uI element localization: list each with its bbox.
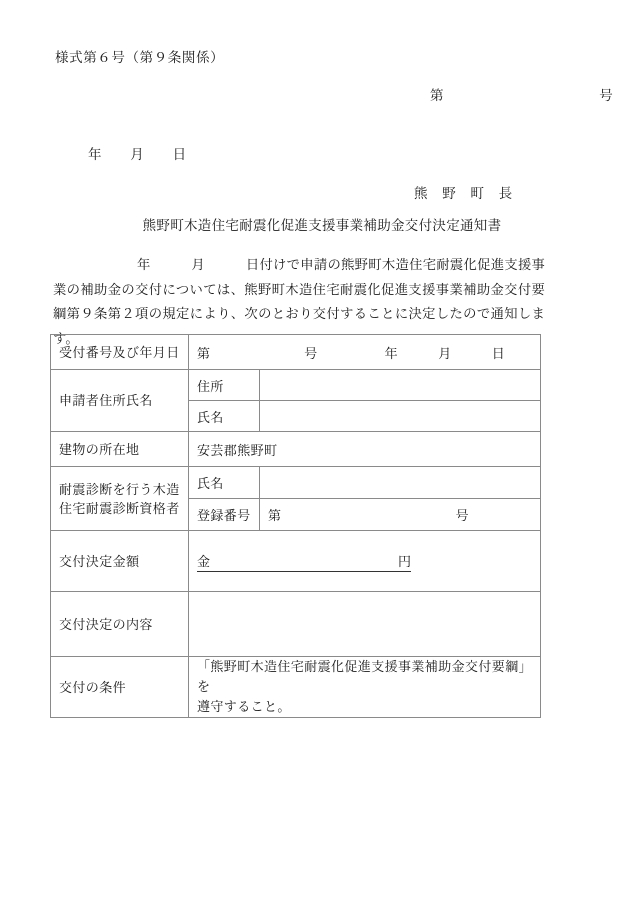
row-label-receipt-number: 受付番号及び年月日 [51, 335, 189, 370]
form-number: 様式第６号（第９条関係） [55, 50, 225, 65]
row-label-decision-content: 交付決定の内容 [51, 592, 189, 657]
row-label-applicant: 申請者住所氏名 [51, 370, 189, 432]
row-value-applicant-name[interactable] [260, 401, 541, 432]
row-label-inspector [51, 467, 189, 531]
row-label-inspector-line1: 耐震診断を行う木造 [59, 481, 180, 497]
sub-label-inspector-name: 氏名 [189, 467, 260, 499]
issuer-title: 熊 野 町 長 [414, 186, 513, 201]
row-label-building-location: 建物の所在地 [51, 432, 189, 467]
row-value-applicant-address[interactable] [260, 370, 541, 401]
row-label-decided-amount: 交付決定金額 [51, 531, 189, 592]
amount-suffix: 円 [398, 553, 412, 569]
amount-prefix: 金 [197, 553, 211, 569]
grant-decision-table [50, 334, 541, 718]
conditions-line1: 「熊野町木造住宅耐震化促進支援事業補助金交付要綱」を [197, 659, 533, 694]
row-value-decided-amount[interactable] [189, 531, 541, 592]
sub-label-applicant-name: 氏名 [189, 401, 260, 432]
row-label-conditions: 交付の条件 [51, 657, 189, 718]
amount-blank-line[interactable] [197, 551, 411, 572]
table-row [51, 370, 541, 401]
row-value-building-location[interactable]: 安芸郡熊野町 [189, 432, 541, 467]
row-value-decision-content[interactable] [189, 592, 541, 657]
sub-label-applicant-address: 住所 [189, 370, 260, 401]
page-title: 熊野町木造住宅耐震化促進支援事業補助金交付決定通知書 [142, 218, 502, 233]
row-value-inspector-name[interactable] [260, 467, 541, 499]
body-paragraph: 年 月 日付けで申請の熊野町木造住宅耐震化促進支援事業の補助金の交付については、熊野町木造住宅耐震化促進支援事業補助金交付要綱第９条第２項の規定により、次のとおり交付することに決定したので通知します。 [53, 257, 545, 346]
table-row [51, 467, 541, 499]
document-number-field: 第 号 [430, 88, 614, 103]
conditions-line2: 遵守すること。 [197, 699, 291, 714]
row-value-conditions [189, 657, 541, 718]
table-row [51, 657, 541, 718]
amount-blank [210, 554, 398, 569]
table-row [51, 335, 541, 370]
table-row [51, 592, 541, 657]
table-row [51, 432, 541, 467]
row-value-inspector-registration[interactable]: 第 号 [260, 499, 541, 531]
sub-label-inspector-registration: 登録番号 [189, 499, 260, 531]
issue-date-field: 年 月 日 [88, 147, 187, 162]
table-row [51, 531, 541, 592]
row-label-inspector-line2: 住宅耐震診断資格者 [59, 500, 180, 516]
row-value-receipt-number[interactable]: 第 号 年 月 日 [189, 335, 541, 370]
